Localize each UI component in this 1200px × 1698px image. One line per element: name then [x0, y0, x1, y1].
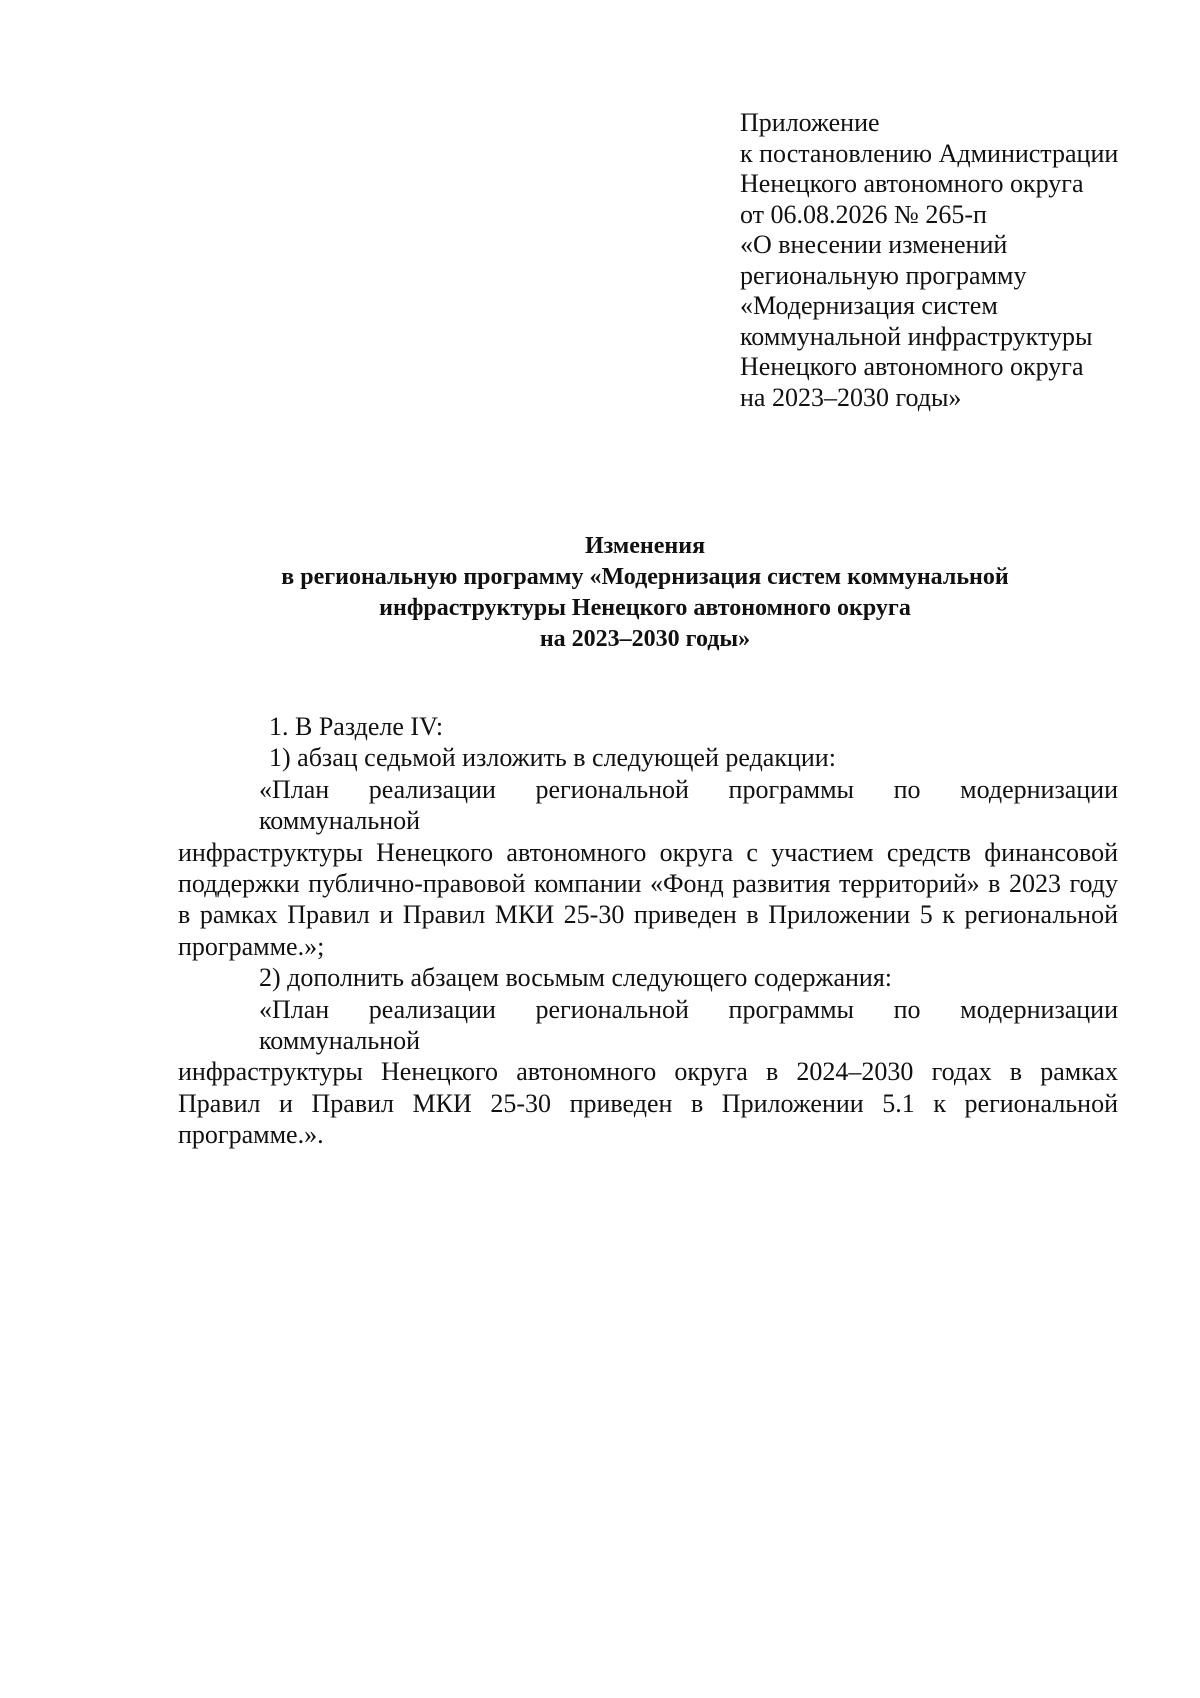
quote-line: в рамках Правил и Правил МКИ 25-30 приведен в Приложении 5 к региональной [178, 900, 1118, 930]
title-line: Изменения [584, 533, 706, 559]
subitem-1: 1) абзац седьмой изложить в следующей редакции: [269, 743, 836, 773]
appendix-line: Ненецкого автономного округа [740, 352, 1084, 381]
appendix-line: Приложение [740, 108, 880, 137]
appendix-line: коммунальной инфраструктуры [740, 321, 1093, 351]
section-item: 1. В Разделе IV: [269, 712, 444, 741]
quote-line: «План реализации региональной программы по модернизации коммунальной [259, 774, 1118, 836]
appendix-line: к постановлению Администрации [740, 138, 1119, 168]
appendix-line: от 06.08.2026 № 265-п [740, 199, 987, 229]
appendix-line: на 2023–2030 годы» [740, 382, 962, 412]
title-line: на 2023–2030 годы» [539, 626, 751, 652]
quote-paragraph-2 [178, 994, 1118, 1151]
title-line: в региональную программу «Модернизация систем коммунальной [281, 564, 1009, 590]
document-body [178, 711, 1118, 1151]
appendix-line: Ненецкого автономного округа [740, 169, 1084, 198]
appendix-line: региональную программу [740, 260, 1027, 290]
quote-line: программе.». [178, 1120, 324, 1150]
quote-line: «План реализации региональной программы по модернизации коммунальной [259, 994, 1118, 1056]
appendix-header [740, 108, 1160, 413]
quote-line: инфраструктуры Ненецкого автономного округа с участием средств финансовой [178, 837, 1118, 867]
quote-line: Правил и Правил МКИ 25-30 приведен в Приложении 5.1 к региональной [178, 1088, 1118, 1118]
document-title [175, 531, 1115, 655]
title-line: инфраструктуры Ненецкого автономного округа [379, 595, 911, 621]
quote-line: поддержки публично-правовой компании «Фонд развития территорий» в 2023 году [178, 869, 1118, 899]
quote-paragraph-1 [178, 774, 1118, 962]
quote-line: инфраструктуры Ненецкого автономного округа в 2024–2030 годах в рамках [178, 1057, 1118, 1087]
subitem-2: 2) дополнить абзацем восьмым следующего содержания: [259, 963, 893, 993]
quote-line: программе.»; [178, 931, 325, 961]
appendix-line: «О внесении изменений [740, 230, 1008, 259]
appendix-line: «Модернизация систем [740, 291, 998, 320]
